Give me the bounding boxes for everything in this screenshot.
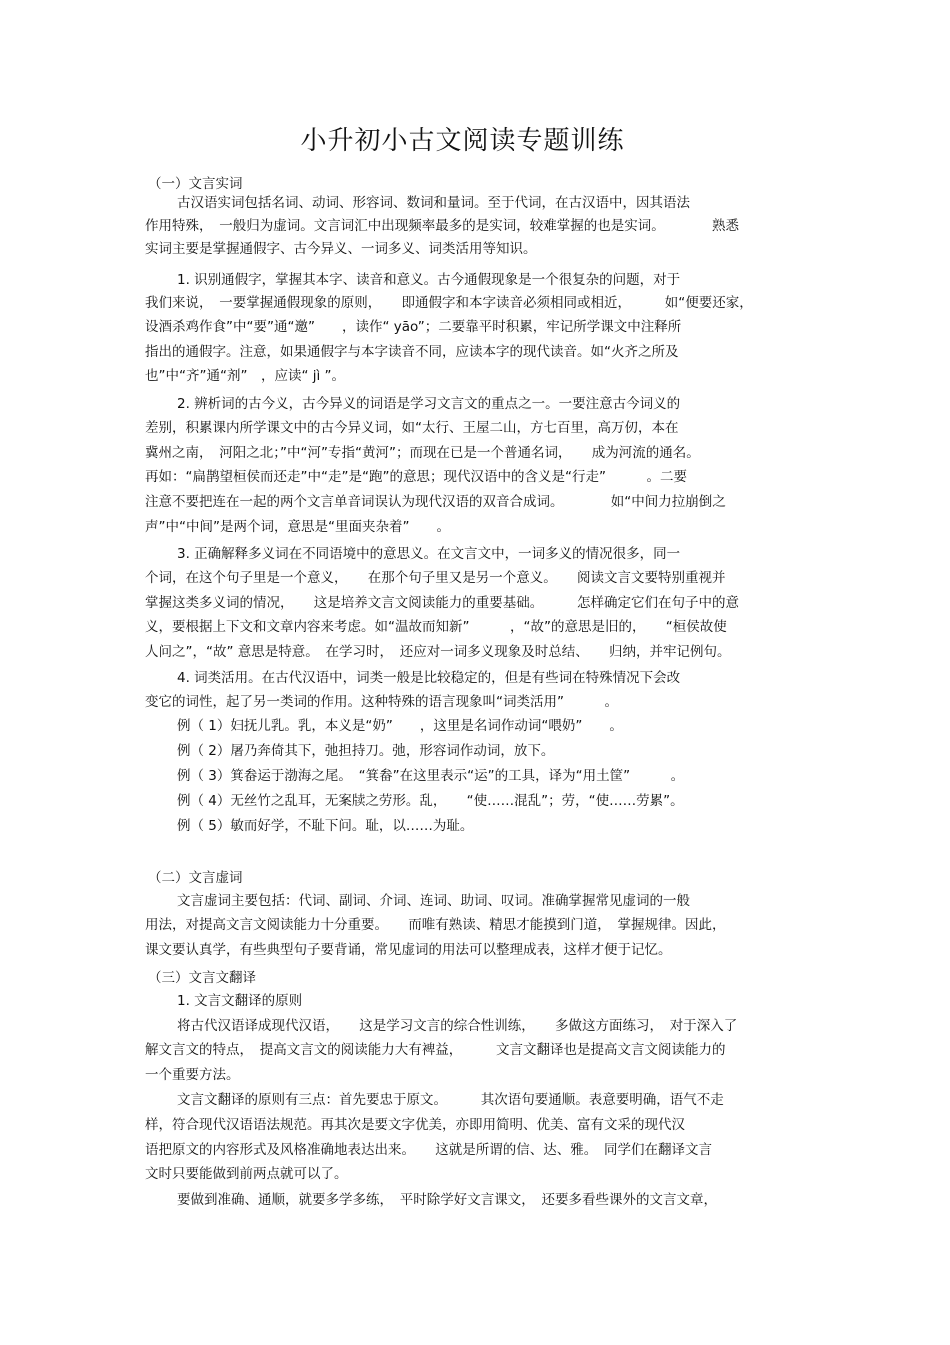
example-line: 例（ 5）敏而好学，不耻下问。耻，以……为耻。 — [177, 818, 474, 834]
paragraph-line: 注意不要把连在一起的两个文言单音词误认为现代汉语的双音合成词。 如“中间力拉崩倒之 — [145, 494, 726, 510]
example-line: 例（ 2）屠乃奔倚其下，弛担持刀。弛，形容词作动词，放下。 — [177, 743, 555, 759]
subheading-line: 1. 文言文翻译的原则 — [177, 993, 303, 1009]
paragraph-line: 1. 识别通假字，掌握其本字、读音和意义。古今通假现象是一个很复杂的问题，对于 — [177, 272, 681, 288]
paragraph-line: 将古代汉语译成现代汉语， 这是学习文言的综合性训练， 多做这方面练习， 对于深入了 — [177, 1018, 738, 1034]
paragraph-line: 古汉语实词包括名词、动词、形容词、数词和量词。至于代词，在古汉语中，因其语法 — [177, 195, 690, 211]
example-line: 例（ 3）箕畚运于渤海之尾。 “箕畚”在这里表示“运”的工具，译为“用土筐” 。 — [177, 768, 685, 784]
example-line: 例（ 1）妇抚儿乳。乳，本义是“奶” ，这里是名词作动词“喂奶” 。 — [177, 718, 623, 734]
section-heading-1: （一）文言实词 — [148, 176, 243, 192]
paragraph-line: 也”中“齐”通“剂” ，应读“ jì ”。 — [145, 368, 346, 384]
paragraph-line: 3. 正确解释多义词在不同语境中的意思义。在文言文中，一词多义的情况很多，同一 — [177, 546, 681, 562]
paragraph-line: 课文要认真学，有些典型句子要背诵，常见虚词的用法可以整理成表，这样才便于记忆。 — [145, 942, 672, 958]
example-line: 例（ 4）无丝竹之乱耳，无案牍之劳形。乱， “使……混乱”；劳，“使……劳累”。 — [177, 793, 684, 809]
paragraph-line: 2. 辨析词的古今义，古今异义的词语是学习文言文的重点之一。一要注意古今词义的 — [177, 396, 681, 412]
paragraph-line: 用法，对提高文言文阅读能力十分重要。 而唯有熟读、精思才能摸到门道， 掌握规律。因此， — [145, 917, 726, 933]
paragraph-line: 声”中“中间”是两个词，意思是“里面夹杂着” 。 — [145, 519, 450, 535]
section-heading-2: （二）文言虚词 — [148, 870, 243, 886]
paragraph-line: 变它的词性，起了另一类词的作用。这种特殊的语言现象叫“词类活用” 。 — [145, 694, 618, 710]
paragraph-line: 设酒杀鸡作食”中“要”通“邀” ，读作“ yāo”；二要靠平时积累，牢记所学课文中注释所 — [145, 319, 682, 335]
paragraph-line: 差别，积累课内所学课文中的古今异义词，如“太行、王屋二山，方七百里，高万仞，本在 — [145, 420, 679, 436]
paragraph-line: 再如：“扁鹊望桓侯而还走”中“走”是“跑”的意思；现代汉语中的含义是“行走” 。二要 — [145, 469, 687, 485]
paragraph-line: 人问之”，“故” 意思是特意。 在学习时， 还应对一词多义现象及时总结、 归纳，并牢记例句。 — [145, 644, 731, 660]
paragraph-line: 文言文翻译的原则有三点：首先要忠于原文。 其次语句要通顺。表意要明确，语气不走 — [177, 1092, 724, 1108]
paragraph-line: 冀州之南， 河阳之北；”中“河”专指“黄河”；而现在已是一个普通名词， 成为河流的通名。 — [145, 445, 700, 461]
paragraph-line: 语把原文的内容形式及风格准确地表达出来。 这就是所谓的信、达、雅。 同学们在翻译文言 — [145, 1142, 712, 1158]
paragraph-line: 文时只要能做到前两点就可以了。 — [145, 1166, 348, 1182]
paragraph-line: 指出的通假字。注意，如果通假字与本字读音不同，应读本字的现代读音。如“火齐之所及 — [145, 344, 679, 360]
paragraph-line: 一个重要方法。 — [145, 1067, 240, 1083]
paragraph-line: 义，要根据上下文和文章内容来考虑。如“温故而知新” ，“故”的意思是旧的， “桓侯故使 — [145, 619, 727, 635]
paragraph-line: 样，符合现代汉语语法规范。再其次是要文字优美，亦即用简明、优美、富有文采的现代汉 — [145, 1117, 685, 1133]
paragraph-line: 文言虚词主要包括：代词、副词、介词、连词、助词、叹词。准确掌握常见虚词的一般 — [177, 893, 690, 909]
page-title: 小升初小古文阅读专题训练 — [300, 126, 625, 156]
section-heading-3: （三）文言文翻译 — [148, 970, 256, 986]
paragraph-line: 掌握这类多义词的情况， 这是培养文言文阅读能力的重要基础。 怎样确定它们在句子中的意 — [145, 595, 739, 611]
paragraph-line: 个词，在这个句子里是一个意义， 在那个句子里又是另一个意义。 阅读文言文要特别重视并 — [145, 570, 726, 586]
paragraph-line: 解文言文的特点， 提高文言文的阅读能力大有裨益， 文言文翻译也是提高文言文阅读能力的 — [145, 1042, 726, 1058]
paragraph-line: 作用特殊， 一般归为虚词。文言词汇中出现频率最多的是实词，较难掌握的也是实词。 熟悉 — [145, 218, 739, 234]
paragraph-line: 要做到准确、通顺，就要多学多练， 平时除学好文言课文， 还要多看些课外的文言文章， — [177, 1192, 717, 1208]
paragraph-line: 实词主要是掌握通假字、古今异义、一词多义、词类活用等知识。 — [145, 241, 537, 257]
paragraph-line: 4. 词类活用。在古代汉语中，词类一般是比较稳定的，但是有些词在特殊情况下会改 — [177, 670, 681, 686]
paragraph-line: 我们来说， 一要掌握通假现象的原则， 即通假字和本字读音必须相同或相近， 如“便要还家， — [145, 295, 753, 311]
